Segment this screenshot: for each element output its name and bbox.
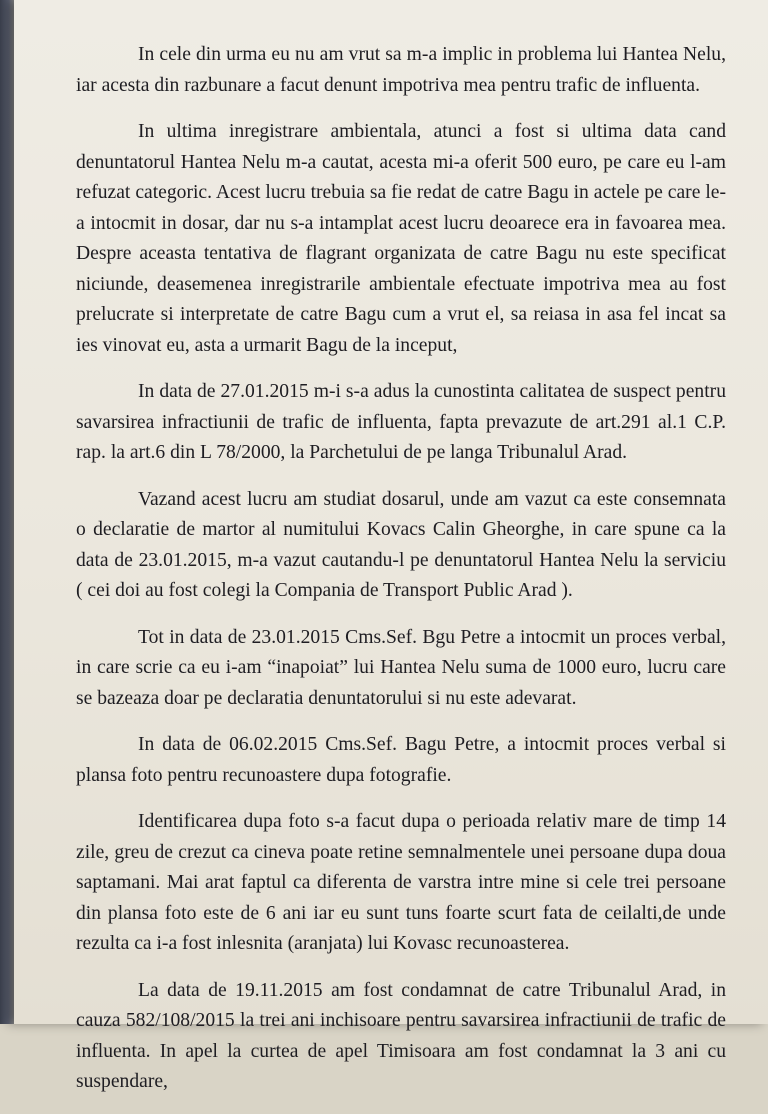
paragraph: In ultima inregistrare ambientala, atunci a fost si ultima data cand denuntatorul Hantea Nelu m-a cautat, acesta mi-a oferit 500 euro, pe care eu l-am refuzat categoric. Acest lucru trebuia sa fie redat de catre Bagu in actele pe care le-a intocmit in dosar, dar nu s-a intamplat acest lucru deoarece era in favoarea mea. Despre aceasta tentativa de flagrant organizata de catre Bagu nu este specificat niciunde, deasemenea inregistrarile ambientale efectuate impotriva mea au fost prelucrate si interpretate de catre Bagu cum a vrut el, sa reiasa in asa fel incat sa ies vinovat eu, asta a urmarit Bagu de la inceput, bbox=[76, 121, 726, 356]
document-body bbox=[76, 40, 726, 1114]
paragraph: In data de 27.01.2015 m-i s-a adus la cunostinta calitatea de suspect pentru savarsirea infractiunii de trafic de influenta, fapta prevazute de art.291 al.1 C.P. rap. la art.6 din L 78/2000, la Parchetului de pe langa Tribunalul Arad. bbox=[76, 381, 726, 463]
paragraph: In data de 06.02.2015 Cms.Sef. Bagu Petre, a intocmit proces verbal si plansa foto pentru recunoastere dupa fotografie. bbox=[76, 734, 726, 786]
dark-background-edge bbox=[0, 0, 14, 1024]
paragraph: Tot in data de 23.01.2015 Cms.Sef. Bgu Petre a intocmit un proces verbal, in care scrie ca eu i-am “inapoiat” lui Hantea Nelu suma de 1000 euro, lucru care se bazeaza doar pe declaratia denuntatorului si nu este adevarat. bbox=[76, 626, 726, 709]
paragraph: In cele din urma eu nu am vrut sa m-a implic in problema lui Hantea Nelu, iar acesta din razbunare a facut denunt impotriva mea pentru trafic de influenta. bbox=[76, 44, 726, 96]
paragraph: Identificarea dupa foto s-a facut dupa o perioada relativ mare de timp 14 zile, greu de crezut ca cineva poate retine semnalmentele unei persoane dupa doua saptamani. Mai arat faptul ca diferenta de varstra intre mine si cele trei persoane din plansa foto este de 6 ani iar eu sunt tuns foarte scurt fata de ceilalti,de unde rezulta ca i-a fost inlesnita (aranjata) lui Kovasc recunoasterea. bbox=[76, 811, 726, 954]
paragraph: Vazand acest lucru am studiat dosarul, unde am vazut ca este consemnata o declaratie de martor al numitului Kovacs Calin Gheorghe, in care spune ca la data de 23.01.2015, m-a vazut cautandu-l pe denuntatorul Hantea Nelu la serviciu ( cei doi au fost colegi la Compania de Transport Public Arad ). bbox=[76, 488, 726, 601]
paragraph: La data de 19.11.2015 am fost condamnat de catre Tribunalul Arad, in cauza 582/108/2015 la trei ani inchisoare pentru savarsirea infractiunii de trafic de influenta. In apel la curtea de apel Timisoara am fost condamnat la 3 ani cu suspendare, bbox=[76, 979, 726, 1092]
paper-sheet bbox=[14, 0, 768, 1092]
